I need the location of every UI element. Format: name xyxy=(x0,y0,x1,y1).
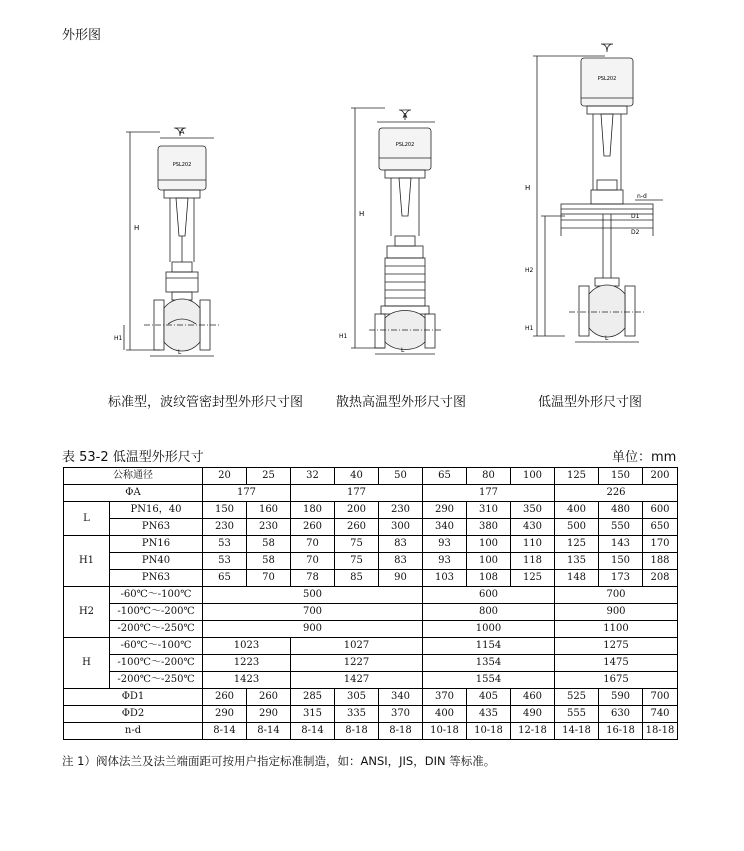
table-cell: 100 xyxy=(467,536,511,553)
unit-label: 单位：mm xyxy=(612,450,677,465)
table-cell: 150 xyxy=(203,502,247,519)
row-label: PN16，40 xyxy=(110,502,203,519)
dn-cell: 125 xyxy=(555,468,599,485)
dn-cell: 80 xyxy=(467,468,511,485)
dimension-nd-label: n-d xyxy=(637,193,647,200)
table-row xyxy=(64,570,678,587)
dn-cell: 200 xyxy=(643,468,678,485)
table-cell: 435 xyxy=(467,706,511,723)
table-row xyxy=(64,655,678,672)
table-cell: 103 xyxy=(423,570,467,587)
table-cell: 700 xyxy=(643,689,678,706)
table-cell: 1023 xyxy=(203,638,291,655)
table-cell: 8-14 xyxy=(291,723,335,740)
group-label: L xyxy=(64,502,110,536)
table-cell: 70 xyxy=(291,553,335,570)
table-cell: 100 xyxy=(467,553,511,570)
table-row xyxy=(64,621,678,638)
table-cell: 58 xyxy=(247,553,291,570)
table-cell: 230 xyxy=(203,519,247,536)
table-cell: 83 xyxy=(379,553,423,570)
table-cell: 1475 xyxy=(555,655,678,672)
table-cell: 260 xyxy=(247,689,291,706)
table-cell: 500 xyxy=(555,519,599,536)
table-row xyxy=(64,519,678,536)
dn-cell: 100 xyxy=(511,468,555,485)
table-title: 表 53-2 低温型外形尺寸 xyxy=(62,450,204,465)
table-cell: 285 xyxy=(291,689,335,706)
group-label: H xyxy=(64,638,110,689)
table-cell: 300 xyxy=(379,519,423,536)
table-cell: 110 xyxy=(511,536,555,553)
table-cell: 1675 xyxy=(555,672,678,689)
table-cell: 53 xyxy=(203,553,247,570)
table-row xyxy=(64,638,678,655)
table-cell: 65 xyxy=(203,570,247,587)
dn-cell: 40 xyxy=(335,468,379,485)
table-cell: 170 xyxy=(643,536,678,553)
table-cell: 1027 xyxy=(291,638,423,655)
caption-standard-type: 标准型，波纹管密封型外形尺寸图 xyxy=(108,395,304,410)
table-cell: 500 xyxy=(203,587,423,604)
table-cell: 700 xyxy=(203,604,423,621)
table-row xyxy=(64,536,678,553)
table-cell: 188 xyxy=(643,553,678,570)
table-cell: 200 xyxy=(335,502,379,519)
dimension-H2-label: H2 xyxy=(525,267,534,274)
dimension-A-label: A xyxy=(402,112,408,120)
table-row xyxy=(64,604,678,621)
table-cell: 260 xyxy=(291,519,335,536)
row-label: -200℃～-250℃ xyxy=(110,621,203,638)
table-cell: 600 xyxy=(643,502,678,519)
table-cell: 125 xyxy=(511,570,555,587)
table-cell: 93 xyxy=(423,536,467,553)
table-cell: 143 xyxy=(599,536,643,553)
table-cell: 490 xyxy=(511,706,555,723)
dimension-H1-label: H1 xyxy=(339,333,348,340)
table-cell: 148 xyxy=(555,570,599,587)
table-cell: 370 xyxy=(423,689,467,706)
row-label: ΦD2 xyxy=(64,706,203,723)
footnote: 注 1）阀体法兰及法兰端面距可按用户指定标准制造，如：ANSI，JIS，DIN 等标准。 xyxy=(62,754,496,768)
table-cell: 430 xyxy=(511,519,555,536)
table-cell: 340 xyxy=(423,519,467,536)
table-cell: 208 xyxy=(643,570,678,587)
row-label: -60℃～-100℃ xyxy=(110,587,203,604)
table-cell: 173 xyxy=(599,570,643,587)
table-cell: 590 xyxy=(599,689,643,706)
table-row xyxy=(64,706,678,723)
table-cell: 800 xyxy=(423,604,555,621)
table-cell: 177 xyxy=(203,485,291,502)
dimension-H-label: H xyxy=(359,210,365,218)
actuator-model-label: PSL202 xyxy=(172,162,192,168)
dimension-A-label: A xyxy=(179,128,185,136)
dimension-H-label: H xyxy=(134,224,140,232)
row-label: PN40 xyxy=(110,553,203,570)
table-cell: 150 xyxy=(599,553,643,570)
table-cell: 260 xyxy=(203,689,247,706)
table-cell: 550 xyxy=(599,519,643,536)
table-cell: 1275 xyxy=(555,638,678,655)
table-cell: 460 xyxy=(511,689,555,706)
page-header: 外形图 xyxy=(62,28,102,43)
table-row xyxy=(64,502,678,519)
table-cell: 12-18 xyxy=(511,723,555,740)
table-cell: 1000 xyxy=(423,621,555,638)
table-cell: 53 xyxy=(203,536,247,553)
table-cell: 1227 xyxy=(291,655,423,672)
row-label: n-d xyxy=(64,723,203,740)
table-cell: 16-18 xyxy=(599,723,643,740)
table-cell: 85 xyxy=(335,570,379,587)
table-cell: 290 xyxy=(203,706,247,723)
table-cell: 1354 xyxy=(423,655,555,672)
table-cell: 14-18 xyxy=(555,723,599,740)
dimension-H1-label: H1 xyxy=(525,325,534,332)
dn-cell: 65 xyxy=(423,468,467,485)
dimension-H-label: H xyxy=(525,184,531,192)
table-cell: 8-18 xyxy=(379,723,423,740)
table-cell: 525 xyxy=(555,689,599,706)
row-label: PN16 xyxy=(110,536,203,553)
row-label: ΦA xyxy=(64,485,203,502)
row-label: PN63 xyxy=(110,570,203,587)
table-cell: 405 xyxy=(467,689,511,706)
table-cell: 700 xyxy=(555,587,678,604)
table-cell: 83 xyxy=(379,536,423,553)
table-cell: 900 xyxy=(203,621,423,638)
table-cell: 1554 xyxy=(423,672,555,689)
dn-cell: 20 xyxy=(203,468,247,485)
nominal-diameter-header: 公称通径 xyxy=(64,468,203,485)
row-label: -60℃～-100℃ xyxy=(110,638,203,655)
actuator-model-label: PSL202 xyxy=(597,76,617,82)
table-cell: 125 xyxy=(555,536,599,553)
table-cell: 400 xyxy=(423,706,467,723)
dimension-L-label: L xyxy=(401,347,405,354)
table-cell: 160 xyxy=(247,502,291,519)
table-row xyxy=(64,723,678,740)
table-cell: 90 xyxy=(379,570,423,587)
dimension-H1-label: H1 xyxy=(114,335,123,342)
table-cell: 335 xyxy=(335,706,379,723)
table-cell: 135 xyxy=(555,553,599,570)
table-cell: 75 xyxy=(335,553,379,570)
dimension-D1-label: D1 xyxy=(631,213,640,220)
table-cell: 18-18 xyxy=(643,723,678,740)
table-cell: 900 xyxy=(555,604,678,621)
table-cell: 555 xyxy=(555,706,599,723)
table-cell: 70 xyxy=(291,536,335,553)
table-row xyxy=(64,553,678,570)
table-cell: 600 xyxy=(423,587,555,604)
table-row xyxy=(64,672,678,689)
table-cell: 10-18 xyxy=(467,723,511,740)
table-cell: 93 xyxy=(423,553,467,570)
table-row xyxy=(64,485,678,502)
table-cell: 118 xyxy=(511,553,555,570)
dimension-L-label: L xyxy=(178,349,182,356)
table-cell: 310 xyxy=(467,502,511,519)
group-label: H1 xyxy=(64,536,110,587)
table-cell: 1427 xyxy=(291,672,423,689)
table-cell: 370 xyxy=(379,706,423,723)
high-temp-valve-drawing xyxy=(335,40,455,360)
table-cell: 740 xyxy=(643,706,678,723)
group-label: H2 xyxy=(64,587,110,638)
table-cell: 380 xyxy=(467,519,511,536)
table-cell: 8-18 xyxy=(335,723,379,740)
table-cell: 177 xyxy=(423,485,555,502)
table-cell: 1223 xyxy=(203,655,291,672)
table-cell: 400 xyxy=(555,502,599,519)
table-cell: 226 xyxy=(555,485,678,502)
table-cell: 10-18 xyxy=(423,723,467,740)
table-cell: 480 xyxy=(599,502,643,519)
table-row xyxy=(64,587,678,604)
dimension-L-label: L xyxy=(605,335,609,342)
table-cell: 315 xyxy=(291,706,335,723)
actuator-model-label: PSL202 xyxy=(395,142,415,148)
row-label: -100℃～-200℃ xyxy=(110,655,203,672)
table-cell: 75 xyxy=(335,536,379,553)
row-label: -200℃～-250℃ xyxy=(110,672,203,689)
table-cell: 260 xyxy=(335,519,379,536)
table-cell: 630 xyxy=(599,706,643,723)
row-label: ΦD1 xyxy=(64,689,203,706)
table-row xyxy=(64,689,678,706)
dn-cell: 50 xyxy=(379,468,423,485)
table-header-row xyxy=(64,468,678,485)
standard-valve-drawing xyxy=(110,40,230,360)
dn-cell: 25 xyxy=(247,468,291,485)
table-cell: 108 xyxy=(467,570,511,587)
table-cell: 340 xyxy=(379,689,423,706)
table-cell: 70 xyxy=(247,570,291,587)
low-temp-valve-drawing xyxy=(525,40,675,360)
table-cell: 8-14 xyxy=(247,723,291,740)
table-cell: 1100 xyxy=(555,621,678,638)
row-label: PN63 xyxy=(110,519,203,536)
row-label: -100℃～-200℃ xyxy=(110,604,203,621)
table-cell: 290 xyxy=(247,706,291,723)
table-cell: 58 xyxy=(247,536,291,553)
table-cell: 350 xyxy=(511,502,555,519)
table-cell: 180 xyxy=(291,502,335,519)
table-cell: 177 xyxy=(291,485,423,502)
table-cell: 8-14 xyxy=(203,723,247,740)
table-cell: 230 xyxy=(247,519,291,536)
low-temp-dimension-table xyxy=(63,467,678,740)
table-cell: 78 xyxy=(291,570,335,587)
table-cell: 305 xyxy=(335,689,379,706)
table-cell: 650 xyxy=(643,519,678,536)
dn-cell: 150 xyxy=(599,468,643,485)
table-cell: 1154 xyxy=(423,638,555,655)
table-cell: 290 xyxy=(423,502,467,519)
dimension-D2-label: D2 xyxy=(631,229,640,236)
table-cell: 1423 xyxy=(203,672,291,689)
caption-high-temp-type: 散热高温型外形尺寸图 xyxy=(336,395,467,410)
dn-cell: 32 xyxy=(291,468,335,485)
caption-low-temp-type: 低温型外形尺寸图 xyxy=(538,395,643,410)
table-cell: 230 xyxy=(379,502,423,519)
